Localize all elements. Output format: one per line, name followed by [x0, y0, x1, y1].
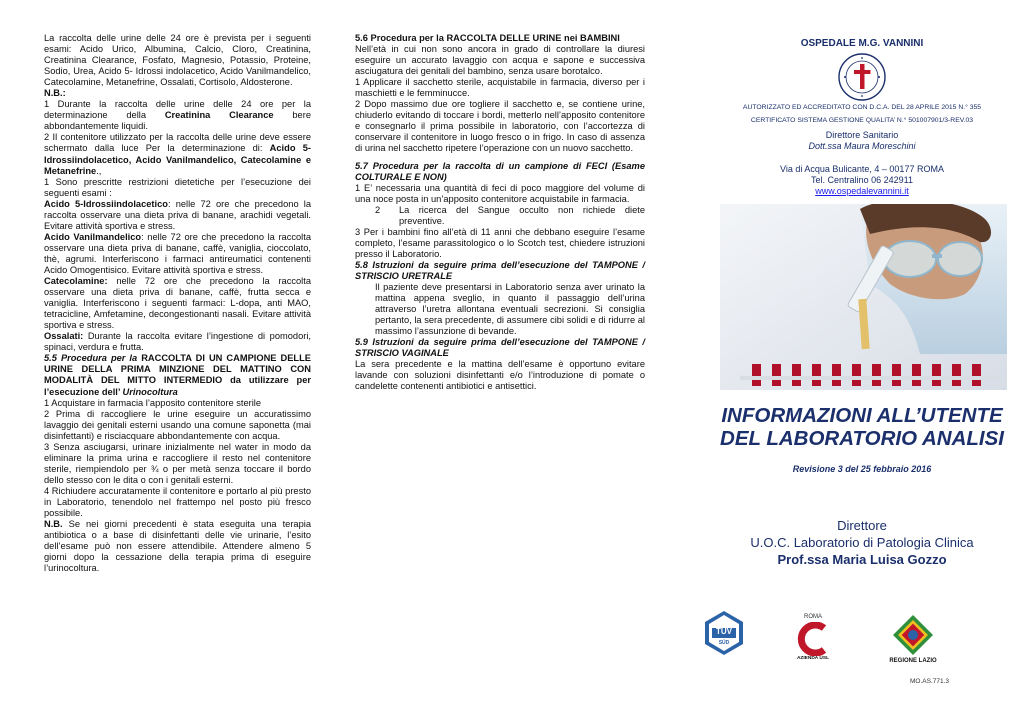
cover-title-line-2: DEL LABORATORIO ANALISI	[720, 427, 1004, 450]
column-left	[44, 33, 311, 574]
section-5-7-step-2-number: 2	[375, 204, 381, 215]
regione-lazio-text: REGIONE LAZIO	[889, 658, 937, 664]
lab-photo	[720, 204, 1007, 390]
nb-antibiotics-label: N.B.	[44, 519, 63, 530]
cover-title-line-1: INFORMAZIONI ALL’UTENTE	[721, 404, 1003, 427]
note-1	[44, 99, 311, 132]
regione-lazio-emblem-icon	[892, 614, 934, 656]
hospital-logo-icon	[836, 52, 888, 102]
diet-catecolamine-label: Catecolamine:	[44, 276, 108, 287]
section-5-7-title: 5.7 Procedura per la raccolta di un campione di FECI (Esame COLTURALE E NON)	[355, 160, 645, 182]
document-code: MO.AS.771.3	[910, 678, 950, 685]
department-name: U.O.C. Laboratorio di Patologia Clinica	[750, 535, 974, 550]
section-5-7-step-2-text: La ricerca del Sangue occulto non richiede diete preventive.	[399, 204, 645, 226]
hospital-name: OSPEDALE M.G. VANNINI	[800, 38, 924, 49]
tuv-logo-text: TÜV	[716, 627, 732, 636]
director-block	[700, 517, 1024, 568]
cover-title	[700, 404, 1024, 450]
nb-antibiotics-text: Se nei giorni precedenti è stata eseguita una terapia antibiotica o a base di disinfettanti delle vie urinarie, l’esito dell’esame può non essere attendibile. Attendere almeno 5 giorni dopo la cessazione della terapia prima di eseguire l’urinocoltura.	[44, 519, 311, 574]
section-5-6-title: 5.6 Procedura per la RACCOLTA DELLE URINE nei BAMBINI	[355, 33, 620, 43]
diet-vma	[44, 232, 311, 276]
section-5-6-intro: Nell’età in cui non sono ancora in grado di controllare la diuresi eseguire un accurato lavaggio con acqua e sapone e successiva asciugatura dei genitali del bambino, senza usare borotalco.	[355, 44, 645, 77]
asl-roma-logo	[792, 614, 834, 664]
certification-text: CERTIFICATO SISTEMA GESTIONE QUALITA’ N.° 501007901/3-REV.03	[750, 117, 974, 124]
asl-c-icon	[792, 622, 834, 656]
cover-panel	[700, 0, 1024, 724]
nb-label: N.B.:	[44, 88, 66, 99]
diet-vma-label: Acido Vanilmandelico	[44, 231, 142, 242]
sanitary-director-name: Dott.ssa Maura Moreschini	[808, 141, 916, 151]
diet-5hiaa-label: Acido 5-Idrossiindolacetico	[44, 198, 168, 209]
note-1-tail: bere abbondantemente liquidi.	[44, 110, 311, 132]
note-1-bold: Creatinina Clearance	[164, 110, 274, 121]
tuv-logo-icon	[703, 610, 745, 656]
diet-catecolamine-text: nelle 72 ore che precedono la raccolta osservare una dieta priva di banane, caffè, frutta secca e vaniglia. Interferiscono i seguenti farmaci: L-dopa, anti MAO, tetracicline, Amfetamine, decongestionanti nasali. Evitare attività sportiva e stress.	[44, 276, 311, 331]
nb-antibiotics	[44, 519, 311, 574]
website-link[interactable]	[700, 186, 1024, 197]
tuv-logo-subtext: SÜD	[718, 640, 730, 646]
note-1-text: 1 Durante la raccolta delle urine delle 24 ore per la determinazione della	[44, 99, 311, 121]
phone: Tel. Centralino 06 242911	[811, 175, 913, 185]
diet-5hiaa-text: : nelle 72 ore che precedono la raccolta osservare una dieta priva di banane, arachidi vegetali. Evitare attività sportiva e stress.	[44, 198, 311, 231]
note-2-tail: .,	[96, 165, 102, 176]
section-5-5-step-2: 2 Prima di raccogliere le urine eseguire un accuratissimo lavaggio dei genitali esterni usando una comune saponetta (mai disinfettanti) e risciacquare abbondantemente con acqua.	[44, 408, 311, 441]
intro-paragraph: La raccolta delle urine delle 24 ore è prevista per i seguenti esami: Acido Urico, Albumina, Calcio, Cloro, Creatinina, Creatinina Clearance, Fosfato, Magnesio, Potassio, Proteine, Sodio, Urea, Acido 5- Idrossi indolacetico, Acido Vanilmandelico, Catecolamine, Metanefrine, Ossalati, Cortisolo, Aldosterone.	[44, 33, 311, 88]
sanitary-director-label: Direttore Sanitario	[825, 130, 899, 140]
section-5-9-text: La sera precedente e la mattina dell’esame è opportuno evitare lavande con soluzioni disinfettanti e/o l’introduzione di pomate o candelette contenenti antibiotici e antisettici.	[355, 359, 645, 392]
note-2-text: 2 Il contenitore utilizzato per la raccolta delle urine deve essere schermato dalla luce Per la determinazione di:	[44, 132, 311, 154]
note-2	[44, 132, 311, 176]
section-5-5-step-4: 4 Richiudere accuratamente il contenitore e portarlo al più presto in Laboratorio, tenendolo nel frattempo nel posto più fresco possibile.	[44, 485, 311, 519]
section-5-5-title: RACCOLTA DI UN CAMPIONE DELLE URINE DELLA PRIMA MINZIONE DEL MATTINO CON MODALITÀ DEL MITTO INTERMEDIO da utilizzare per l’esecuzione dell’	[44, 353, 311, 397]
section-5-5-heading	[44, 353, 311, 397]
section-5-9-title: 5.9 Istruzioni da seguire prima dell’esecuzione del TAMPONE / STRISCIO VAGINALE	[355, 337, 645, 359]
section-5-8-text: Il paziente deve presentarsi in Laboratorio senza aver urinato la mattina appena sveglio, in quanto il passaggio dell’urina attraverso l’uretra allontana eventuali secrezioni. Si consiglia pertanto, la sera precedente, di assumere cibi solidi e di ridurre al massimo l’assunzione di bevande.	[375, 282, 645, 337]
section-5-5-number: 5.5 Procedura per la	[44, 353, 142, 364]
section-5-5-step-3: 3 Senza asciugarsi, urinare inizialmente nel water in modo da eliminare la prima urina e raccogliere il resto nel contenitore sterile, riempiendolo per ¾ o per metà senza toccare il bordo dello stesso con le dita o con i genitali esterni.	[44, 441, 311, 485]
note-2-bold: Acido 5- Idrossiindolacetico, Acido Vanilmandelico, Catecolamine e Metanefrine	[44, 143, 311, 176]
section-5-7-step-2	[355, 205, 645, 227]
section-5-5-tail: Urinocoltura	[122, 386, 178, 397]
asl-roma-logo-text: ROMA	[804, 614, 822, 620]
column-middle	[355, 33, 645, 393]
address: Via di Acqua Bulicante, 4 – 00177 ROMA	[780, 164, 944, 174]
diet-catecolamine	[44, 276, 311, 331]
diet-intro: 1 Sono prescritte restrizioni dietetiche per l’esecuzione dei seguenti esami :	[44, 176, 311, 198]
section-5-5-step-1: 1 Acquistare in farmacia l’apposito contenitore sterile	[44, 397, 262, 408]
regione-lazio-logo	[884, 614, 942, 668]
revision-text: Revisione 3 del 25 febbraio 2016	[792, 464, 932, 474]
section-5-6-step-1: 1 Applicare il sacchetto sterile, acquistabile in farmacia, diverso per i maschietti e le femminucce.	[355, 77, 645, 99]
diet-ossalati	[44, 331, 311, 353]
diet-5hiaa	[44, 199, 311, 232]
accreditation-text: AUTORIZZATO ED ACCREDITATO CON D.C.A. DEL 28 APRILE 2015 N.° 355	[742, 104, 982, 111]
website-link-text[interactable]: www.ospedalevannini.it	[815, 186, 909, 196]
diet-vma-text: : nelle 72 ore che precedono la raccolta osservare una dieta priva di banane, caffè, vaniglia, cioccolato, thè, agrumi. Interferiscono i farmaci antireumatici contenenti Acido Omogentisico. Evitare attività sportiva e stress.	[44, 231, 311, 275]
diet-ossalati-text: Durante la raccolta evitare l’ingestione di pomodori, spinaci, verdura e frutta.	[44, 331, 311, 353]
asl-logo-subtext: AZIENDA USL	[796, 656, 830, 661]
section-5-6-step-2: 2 Dopo massimo due ore togliere il sacchetto e, se contiene urine, chiuderlo evitando di toccare i bordi, metterlo nell’apposito contenitore e consegnarlo il prima possibile in laboratorio, con l’accortezza di conservare il contenitore in luogo fresco o in frigo. In caso di assenza di urina nel sacchetto ripetere l’operazione con un nuovo sacchetto.	[355, 99, 645, 154]
section-5-7-step-1: 1 E’ necessaria una quantità di feci di poco maggiore del volume di una noce posta in un’apposito contenitore acquistabile in farmacia.	[355, 182, 645, 204]
diet-ossalati-label: Ossalati:	[44, 331, 84, 342]
director-name: Prof.ssa Maria Luisa Gozzo	[777, 552, 947, 567]
section-5-7-step-3: 3 Per i bambini fino all’età di 11 anni che debbano eseguire l’esame completo, l’esame parassitologico o lo Scotch test, chiedere istruzioni presso il Laboratorio.	[355, 226, 645, 259]
director-label: Direttore	[837, 518, 887, 533]
section-5-8-title: 5.8 Istruzioni da seguire prima dell’esecuzione del TAMPONE / STRISCIO URETRALE	[355, 259, 645, 281]
